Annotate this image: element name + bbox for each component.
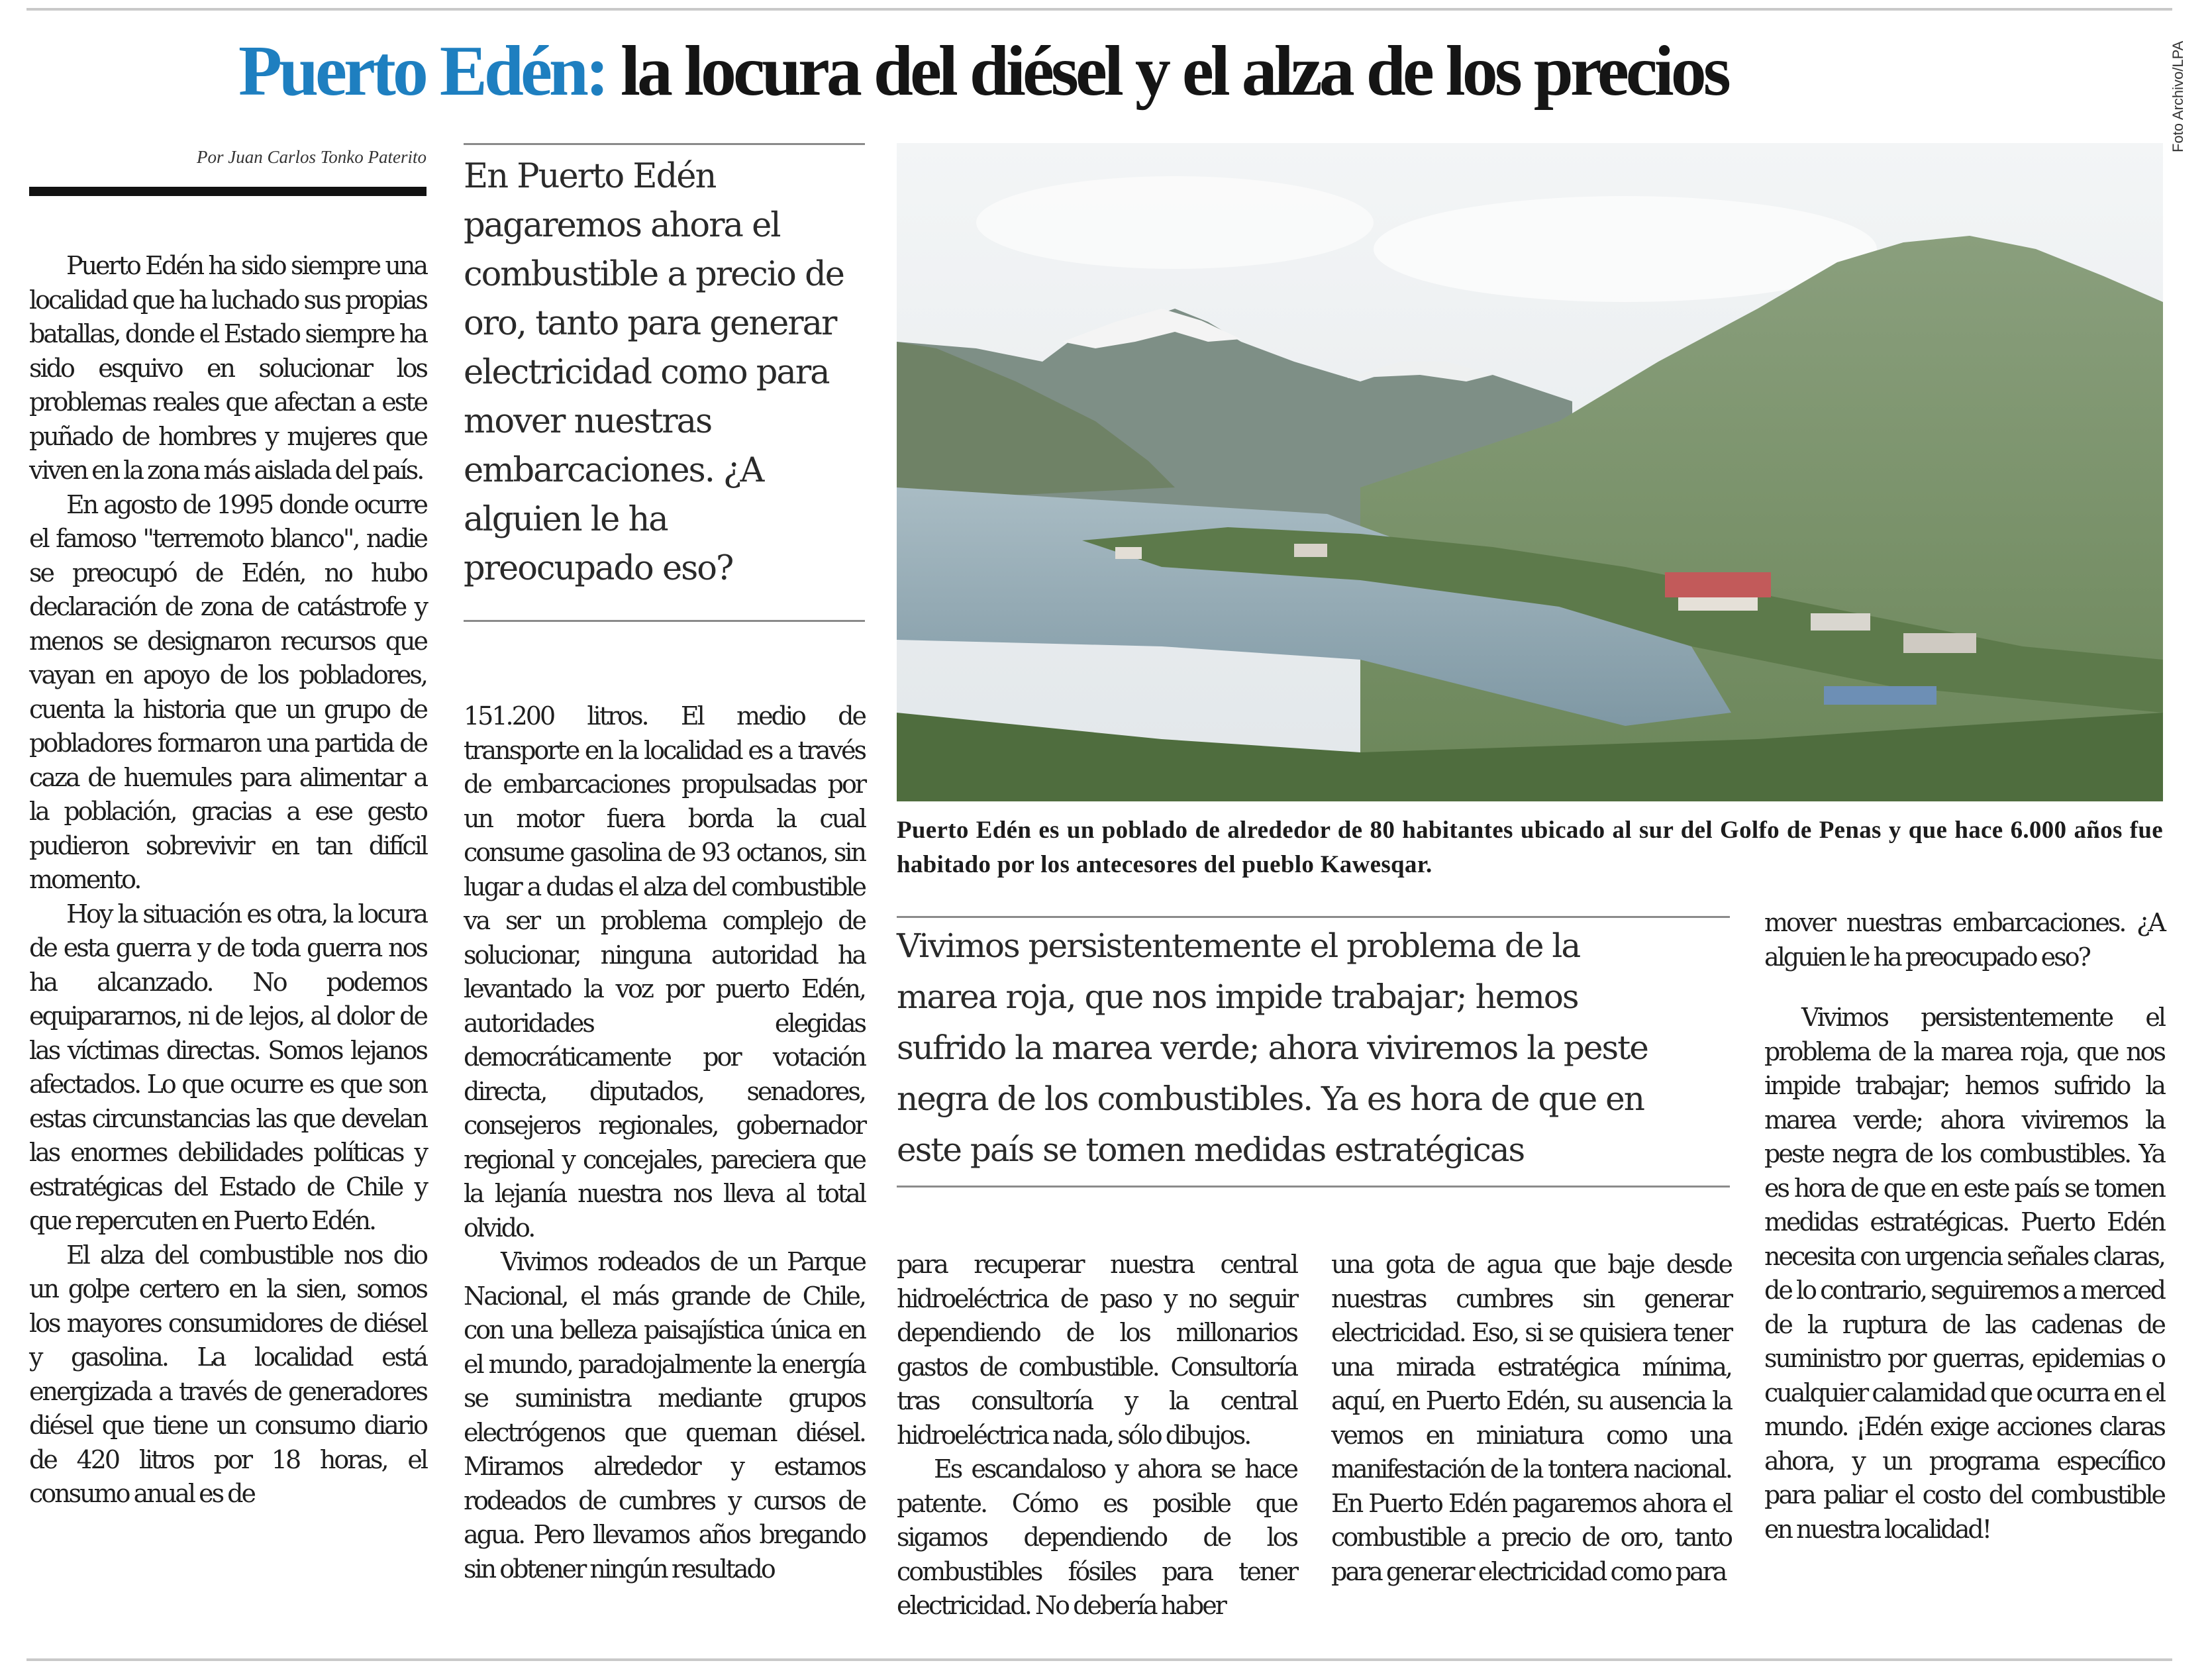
paragraph: Puerto Edén ha sido siempre una localidad que ha luchado sus propias batallas, donde el Estado siempre ha sido esquivo en solucionar los problemas reales que afectan a este puñado de hombres y mujeres que viven en la zona más aislada del país.	[29, 251, 427, 485]
paragraph: mover nuestras embarcaciones. ¿A alguien le ha preocupado eso?	[1764, 908, 2164, 972]
headline-place: Puerto Edén:	[238, 32, 606, 111]
paragraph: Es escandaloso y ahora se hace patente. Cómo es posible que sigamos dependiendo de los combustibles fósiles para tener electricidad. No debería haber	[897, 1454, 1297, 1620]
article-column-5	[1764, 906, 2164, 1546]
blue-roof-building	[1824, 686, 1936, 705]
pullquote-2: Vivimos persistentemente el problema de la marea roja, que nos impide trabajar; hemos sufrido la marea verde; ahora viviremos la peste negra de los combustibles. Ya es hora de que en este país se tomen medidas estratégicas	[897, 927, 1648, 1169]
article-column-4	[1331, 1248, 1731, 1589]
paragraph: 151.200 litros. El medio de transporte en la localidad es a través de embarcaciones propulsadas por un motor fuera borda la cual consume gasolina de 93 octanos, sin lugar a dudas el alza del combustible va ser un problema complejo de solucionar, ninguna autoridad ha levantado la voz por puerto Edén, autoridades elegidas democráticamente por votación directa, diputados, senadores, consejeros regionales, gobernador regional y concejales, pareciera que la lejanía nuestra nos lleva al total olvido.	[464, 701, 865, 1242]
red-roof-building	[1665, 572, 1771, 597]
paragraph: Hoy la situación es otra, la locura de esta guerra y de toda guerra nos ha alcanzado. No podemos equipararnos, ni de lejos, al dolor de las víctimas directas. Somos lejanos afectados. Lo que ocurre es que son estas circunstancias las que develan las enormes debilidades políticas y estratégicas del Estado de Chile y que repercuten en Puerto Edén.	[29, 899, 427, 1235]
paragraph: Vivimos persistentemente el problema de la marea roja, que nos impide trabajar; hemos sufrido la marea verde; ahora viviremos la peste negra de los combustibles. Ya es hora de que en este país se tomen medidas estratégicas. Puerto Edén necesita con urgencia señales claras, de lo contrario, seguiremos a merced de la ruptura de las cadenas de suministro por guerras, epidemias o cualquier calamidad que ocurra en el mundo. ¡Edén exige acciones claras ahora, y un programa específico para paliar el costo del combustible en nuestra localidad!	[1764, 1003, 2164, 1544]
pullquote2-rule-bottom	[897, 1186, 1730, 1188]
pullquote2-rule-top	[897, 916, 1730, 918]
paragraph: para recuperar nuestra central hidroeléctrica de paso y no seguir dependiendo de los millonarios gastos de combustible. Consultoría tras consultoría y la central hidroeléctrica nada, sólo dibujos.	[897, 1250, 1297, 1450]
headline-rest: la locura del diésel y el alza de los precios	[620, 32, 1728, 111]
byline-rule	[29, 187, 427, 196]
paragraph: El alza del combustible nos dio un golpe certero en la sien, somos los mayores consumidores de diésel y gasolina. La localidad está energizada a través de generadores diésel que tiene un consumo diario de 420 litros por 18 horas, el consumo anual es de	[29, 1240, 427, 1508]
paragraph: En agosto de 1995 donde ocurre el famoso "terremoto blanco", nadie se preocupó de Edén, no hubo declaración de zona de catástrofe y menos se designaron recursos que vayan en apoyo de los pobladores, cuenta la historia que un grupo de pobladores formaron una partida de caza de huemules para alimentar a la población, gracias a ese gesto pudieron sobrevivir en tan difícil momento.	[29, 489, 427, 894]
pullquote-1: En Puerto Edén pagaremos ahora el combustible a precio de oro, tanto para generar electricidad como para mover nuestras embarcaciones. ¿A alguien le ha preocupado eso?	[464, 157, 844, 588]
paragraph: una gota de agua que baje desde nuestras cumbres sin generar electricidad. Eso, si se quisiera tener una mirada estratégica mínima, aquí, en Puerto Edén, su ausencia la vemos en miniatura como una manifestación de la tontera nacional. En Puerto Edén pagaremos ahora el combustible a precio de oro, tanto para generar electricidad como para	[1331, 1250, 1731, 1586]
byline: Por Juan Carlos Tonko Paterito	[196, 147, 427, 167]
photo-puerto-eden	[897, 143, 2163, 801]
pullquote-rule-top	[464, 143, 865, 145]
top-rule	[26, 8, 2172, 11]
headline	[238, 32, 1728, 111]
pullquote-rule-bottom	[464, 620, 865, 622]
bottom-rule	[26, 1658, 2172, 1661]
photo-caption: Puerto Edén es un poblado de alrededor de 80 habitantes ubicado al sur del Golfo de Penas y que hace 6.000 años fue habitado por los antecesores del pueblo Kawesqar.	[897, 817, 2163, 878]
photo-credit: Foto Archivo/LPA	[2170, 40, 2186, 152]
article-column-2	[464, 699, 865, 1586]
article-column-1	[29, 249, 427, 1511]
paragraph: Vivimos rodeados de un Parque Nacional, el más grande de Chile, con una belleza paisajística única en el mundo, paradojalmente la energía se suministra mediante grupos electrógenos que queman diésel. Miramos alrededor y estamos rodeados de cumbres y cursos de agua. Pero llevamos años bregando sin obtener ningún resultado	[464, 1247, 865, 1584]
article-column-3	[897, 1248, 1297, 1623]
